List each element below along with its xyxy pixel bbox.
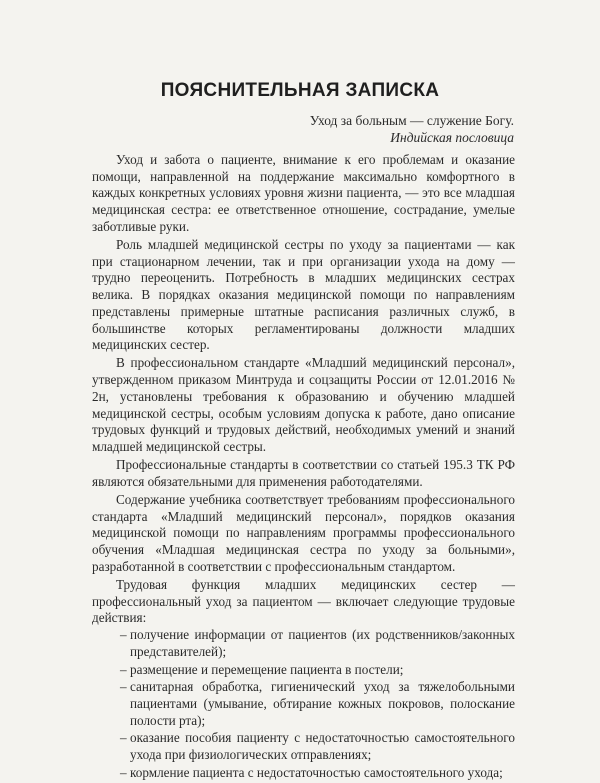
document-body [92, 152, 515, 783]
paragraph: Содержание учебника соответствует требованиям профессионального стандарта «Младший медицинский персонал», порядков оказания медицинской помощи по направлениям программы профессионального обучения «Младшая медицинская сестра по уходу за больными», разработанной в соответствии с профессиональным стандартом. [92, 492, 515, 574]
list-marker: – [120, 764, 127, 780]
list-item-text: получение информации от пациентов (их родственников/законных представителей); [130, 627, 515, 659]
list-item [92, 662, 515, 679]
list-item-text: размещение и перемещение пациента в постели; [130, 661, 404, 677]
list-item-text: кормление пациента с недостаточностью самостоятельного ухода; [130, 764, 503, 780]
paragraph: Трудовая функция младших медицинских сестер — профессиональный уход за пациентом — включает следующие трудовые действия: [92, 577, 515, 626]
list-item-text: оказание пособия пациенту с недостаточностью самостоятельного ухода при физиологических отправлениях; [130, 730, 515, 763]
list-item [92, 679, 515, 729]
list-item [92, 730, 515, 763]
list-marker: – [120, 679, 127, 695]
duties-list [92, 627, 515, 781]
list-marker: – [120, 730, 127, 746]
list-item-text: санитарная обработка, гигиенический уход за тяжелобольными пациентами (умывание, обтирание кожных покровов, полоскание полости рта); [130, 679, 515, 728]
epigraph-source: Индийская пословица [390, 130, 514, 145]
paragraph: Профессиональные стандарты в соответствии со статьей 195.3 ТК РФ являются обязательными для применения работодателями. [92, 457, 515, 489]
paragraph: Уход и забота о пациенте, внимание к его проблемам и оказание помощи, направленной на поддержание максимально комфортного в каждых конкретных условиях уровня жизни пациента, — это все младшая медицинская сестра: ее ответственное отношение, сострадание, умелые заботливые руки. [92, 152, 515, 234]
list-item [92, 765, 515, 782]
page-title: ПОЯСНИТЕЛЬНАЯ ЗАПИСКА [160, 80, 440, 101]
epigraph [310, 112, 514, 146]
list-marker: – [120, 661, 127, 677]
epigraph-text: Уход за больным — служение Богу. [309, 113, 514, 128]
list-marker: – [120, 627, 127, 643]
list-item [92, 627, 515, 660]
paragraph: В профессиональном стандарте «Младший медицинский персонал», утвержденном приказом Минтруда и соцзащиты России от 12.01.2016 № 2н, установлены требования к образованию и обучению младшей медицинской сестры, особым условиям допуска к работе, дано описание трудовых функций и трудовых действий, необходимых умений и знаний младшей медицинской сестры. [92, 355, 515, 454]
paragraph: Роль младшей медицинской сестры по уходу за пациентами — как при стационарном лечении, так и при организации ухода на дому — трудно переоценить. Потребность в младших медицинских сестрах велика. В порядках оказания медицинской помощи по направлениям представлены примерные штатные расписания различных служб, в большинстве которых регламентированы должности младших медицинских сестер. [92, 237, 515, 353]
